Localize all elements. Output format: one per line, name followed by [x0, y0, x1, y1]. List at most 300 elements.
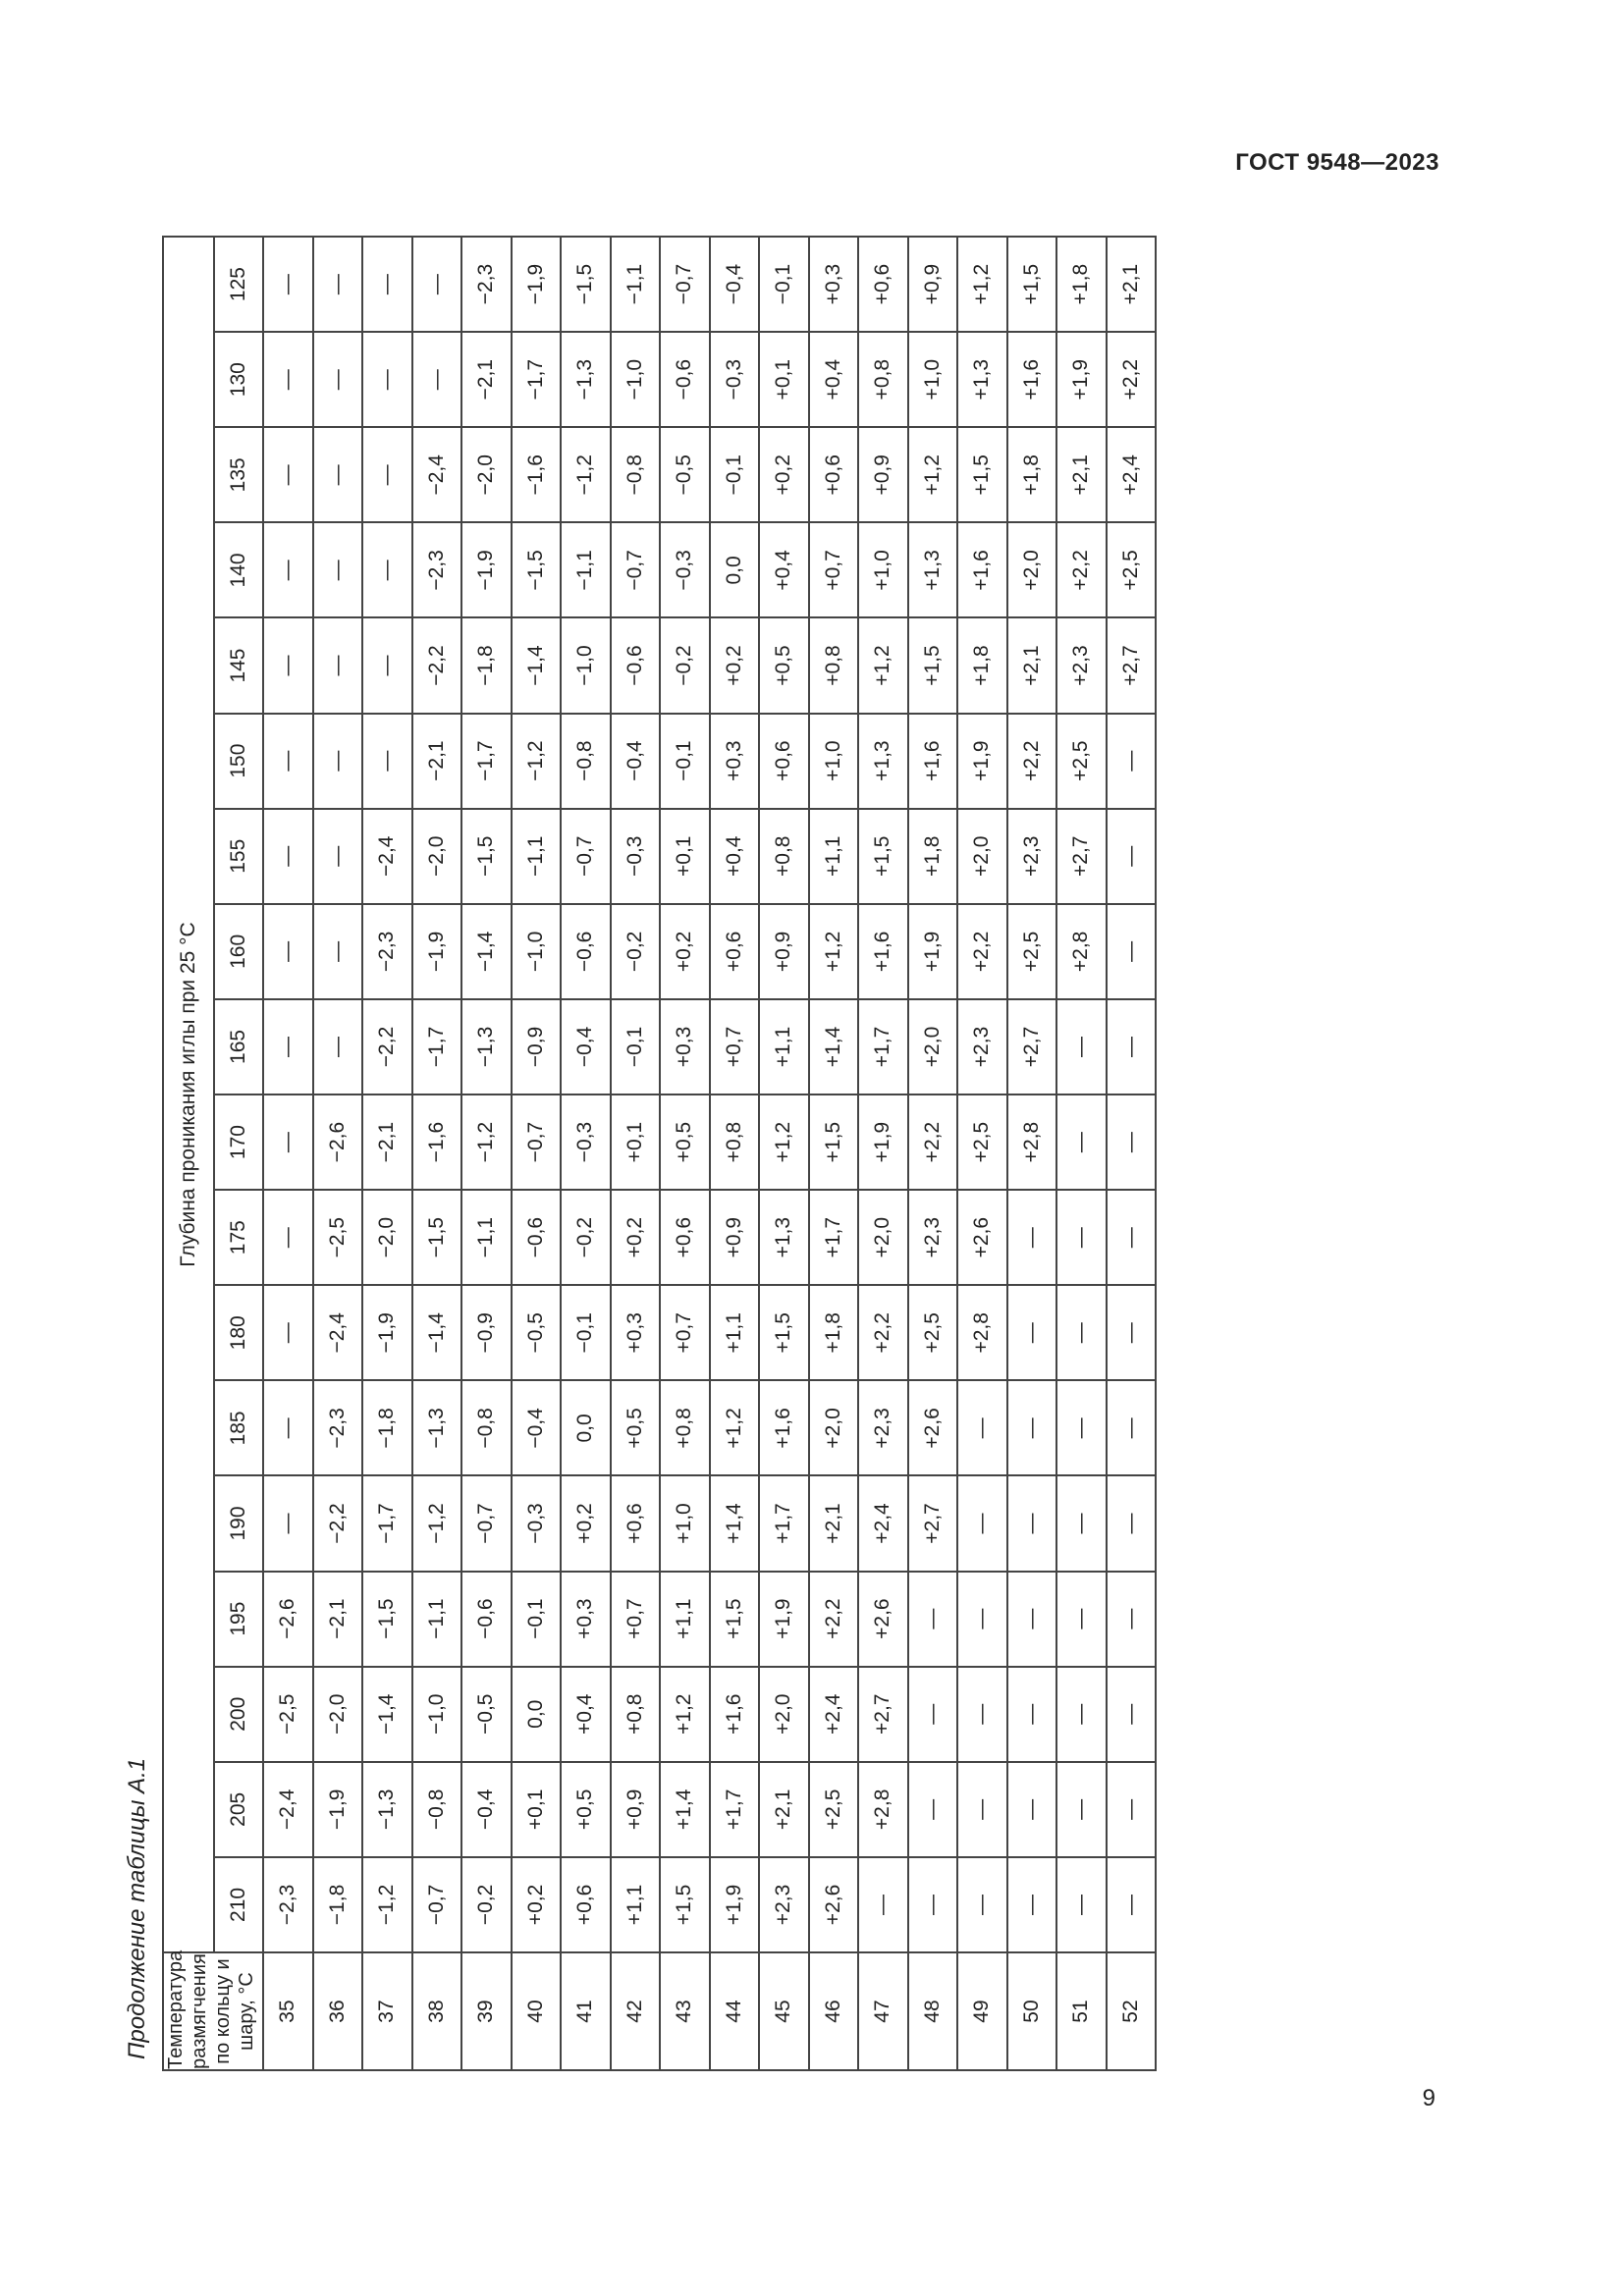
- value-cell: +2,3: [1007, 809, 1057, 904]
- value-cell: +1,1: [809, 809, 859, 904]
- value-cell: +2,0: [809, 1380, 859, 1475]
- value-cell: —: [412, 237, 462, 332]
- value-cell: —: [957, 1572, 1007, 1667]
- value-cell: +0,8: [710, 1095, 760, 1190]
- value-cell: +0,3: [611, 1285, 661, 1380]
- value-cell: —: [1107, 1572, 1157, 1667]
- document-code: ГОСТ 9548—2023: [1235, 149, 1439, 176]
- value-cell: +1,9: [1056, 332, 1107, 427]
- temperature-cell: 52: [1107, 1952, 1157, 2070]
- value-cell: −0,8: [412, 1762, 462, 1857]
- table-row: [908, 237, 958, 2070]
- column-header-cell: 145: [214, 617, 263, 713]
- value-cell: −2,3: [362, 904, 412, 999]
- value-cell: —: [1056, 1857, 1107, 1952]
- value-cell: +1,1: [710, 1285, 760, 1380]
- value-cell: +2,2: [957, 904, 1007, 999]
- value-cell: —: [313, 522, 363, 617]
- value-cell: +0,3: [561, 1572, 611, 1667]
- value-cell: +1,7: [759, 1475, 809, 1571]
- value-cell: +1,2: [809, 904, 859, 999]
- value-cell: +2,4: [809, 1667, 859, 1762]
- value-cell: —: [263, 809, 313, 904]
- value-cell: +1,3: [858, 714, 908, 809]
- temperature-cell: 41: [561, 1952, 611, 2070]
- value-cell: −1,9: [512, 237, 562, 332]
- value-cell: +2,2: [908, 1095, 958, 1190]
- value-cell: +2,5: [957, 1095, 1007, 1190]
- value-cell: −1,5: [461, 809, 512, 904]
- value-cell: +1,9: [858, 1095, 908, 1190]
- value-cell: −0,4: [611, 714, 661, 809]
- table-row: [759, 237, 809, 2070]
- value-cell: +0,6: [710, 904, 760, 999]
- value-cell: —: [1107, 714, 1157, 809]
- value-cell: +2,1: [1056, 427, 1107, 522]
- value-cell: −0,7: [611, 522, 661, 617]
- value-cell: +2,2: [1056, 522, 1107, 617]
- value-cell: +1,2: [957, 237, 1007, 332]
- value-cell: —: [858, 1857, 908, 1952]
- value-cell: +2,1: [759, 1762, 809, 1857]
- column-header-cell: 195: [214, 1572, 263, 1667]
- table-row: [512, 237, 562, 2070]
- value-cell: +2,3: [759, 1857, 809, 1952]
- value-cell: —: [313, 809, 363, 904]
- value-cell: +2,1: [1107, 237, 1157, 332]
- value-cell: —: [263, 427, 313, 522]
- value-cell: −1,2: [412, 1475, 462, 1571]
- value-cell: −2,0: [362, 1190, 412, 1285]
- value-cell: +1,5: [660, 1857, 710, 1952]
- value-cell: +2,7: [908, 1475, 958, 1571]
- value-cell: −0,6: [660, 332, 710, 427]
- value-cell: —: [313, 427, 363, 522]
- value-cell: +1,5: [1007, 237, 1057, 332]
- value-cell: —: [1107, 1762, 1157, 1857]
- value-cell: +1,0: [809, 714, 859, 809]
- value-cell: +2,5: [809, 1762, 859, 1857]
- temperature-cell: 35: [263, 1952, 313, 2070]
- value-cell: −1,1: [512, 809, 562, 904]
- value-cell: +0,8: [809, 617, 859, 713]
- temperature-cell: 51: [1056, 1952, 1107, 2070]
- value-cell: +0,7: [660, 1285, 710, 1380]
- value-cell: −1,9: [412, 904, 462, 999]
- value-cell: +0,3: [710, 714, 760, 809]
- value-cell: +2,8: [1056, 904, 1107, 999]
- value-cell: +2,2: [858, 1285, 908, 1380]
- value-cell: −0,7: [660, 237, 710, 332]
- value-cell: −0,7: [461, 1475, 512, 1571]
- value-cell: +0,1: [611, 1095, 661, 1190]
- value-cell: −0,3: [710, 332, 760, 427]
- value-cell: —: [263, 1380, 313, 1475]
- value-cell: —: [412, 332, 462, 427]
- value-cell: +2,5: [1107, 522, 1157, 617]
- column-header-cell: 185: [214, 1380, 263, 1475]
- value-cell: +1,9: [908, 904, 958, 999]
- column-header-cell: 205: [214, 1762, 263, 1857]
- temperature-cell: 40: [512, 1952, 562, 2070]
- value-cell: —: [908, 1762, 958, 1857]
- value-cell: +1,6: [710, 1667, 760, 1762]
- value-cell: —: [957, 1857, 1007, 1952]
- value-cell: −0,8: [461, 1380, 512, 1475]
- value-cell: +1,6: [858, 904, 908, 999]
- value-cell: +2,2: [809, 1572, 859, 1667]
- table-row: [561, 237, 611, 2070]
- value-cell: −0,1: [512, 1572, 562, 1667]
- value-cell: —: [1107, 904, 1157, 999]
- column-header-cell: 140: [214, 522, 263, 617]
- value-cell: —: [263, 617, 313, 713]
- value-cell: +2,0: [759, 1667, 809, 1762]
- value-cell: +2,2: [1007, 714, 1057, 809]
- value-cell: −0,6: [512, 1190, 562, 1285]
- value-cell: −2,5: [313, 1190, 363, 1285]
- table-row: [1007, 237, 1057, 2070]
- value-cell: −1,2: [512, 714, 562, 809]
- value-cell: −2,3: [412, 522, 462, 617]
- value-cell: —: [313, 714, 363, 809]
- value-cell: −0,8: [561, 714, 611, 809]
- value-cell: +0,3: [660, 999, 710, 1095]
- value-cell: −1,9: [362, 1285, 412, 1380]
- value-cell: −2,5: [263, 1667, 313, 1762]
- value-cell: −0,6: [611, 617, 661, 713]
- value-cell: —: [1007, 1190, 1057, 1285]
- value-cell: +2,0: [1007, 522, 1057, 617]
- value-cell: —: [908, 1857, 958, 1952]
- column-header-cell: 125: [214, 237, 263, 332]
- value-cell: +1,1: [660, 1572, 710, 1667]
- value-cell: −0,1: [710, 427, 760, 522]
- value-cell: +1,6: [908, 714, 958, 809]
- value-cell: −2,0: [461, 427, 512, 522]
- value-cell: +0,2: [660, 904, 710, 999]
- value-cell: +0,1: [660, 809, 710, 904]
- value-cell: −1,6: [512, 427, 562, 522]
- value-cell: +0,5: [660, 1095, 710, 1190]
- value-cell: +1,5: [809, 1095, 859, 1190]
- value-cell: +1,9: [759, 1572, 809, 1667]
- value-cell: +1,5: [858, 809, 908, 904]
- value-cell: −0,4: [710, 237, 760, 332]
- value-cell: −0,5: [461, 1667, 512, 1762]
- value-cell: +2,5: [1007, 904, 1057, 999]
- value-cell: +0,9: [908, 237, 958, 332]
- value-cell: −1,0: [561, 617, 611, 713]
- value-cell: +1,0: [858, 522, 908, 617]
- value-cell: −2,0: [412, 809, 462, 904]
- value-cell: 0,0: [710, 522, 760, 617]
- value-cell: −1,9: [461, 522, 512, 617]
- value-cell: −2,0: [313, 1667, 363, 1762]
- value-cell: —: [1056, 1667, 1107, 1762]
- rotated-table-block: [113, 236, 1142, 2071]
- value-cell: —: [1007, 1380, 1057, 1475]
- value-cell: +2,6: [957, 1190, 1007, 1285]
- temperature-cell: 36: [313, 1952, 363, 2070]
- value-cell: −0,1: [759, 237, 809, 332]
- value-cell: −1,1: [412, 1572, 462, 1667]
- value-cell: −1,3: [561, 332, 611, 427]
- table-row: [412, 237, 462, 2070]
- value-cell: −1,5: [412, 1190, 462, 1285]
- value-cell: −1,3: [362, 1762, 412, 1857]
- value-cell: −1,9: [313, 1762, 363, 1857]
- value-cell: —: [362, 617, 412, 713]
- value-cell: —: [263, 1285, 313, 1380]
- value-cell: −1,5: [512, 522, 562, 617]
- value-cell: —: [1007, 1285, 1057, 1380]
- column-header-cell: 130: [214, 332, 263, 427]
- value-cell: +0,3: [809, 237, 859, 332]
- value-cell: —: [957, 1667, 1007, 1762]
- value-cell: +0,8: [611, 1667, 661, 1762]
- value-cell: +1,8: [1007, 427, 1057, 522]
- value-cell: +2,3: [908, 1190, 958, 1285]
- temperature-cell: 50: [1007, 1952, 1057, 2070]
- value-cell: —: [1056, 999, 1107, 1095]
- value-cell: −0,5: [660, 427, 710, 522]
- value-cell: —: [263, 1190, 313, 1285]
- value-cell: −1,0: [512, 904, 562, 999]
- value-cell: −1,6: [412, 1095, 462, 1190]
- value-cell: −2,2: [412, 617, 462, 713]
- value-cell: −0,4: [461, 1762, 512, 1857]
- value-cell: —: [362, 237, 412, 332]
- value-cell: —: [263, 1475, 313, 1571]
- value-cell: +2,6: [908, 1380, 958, 1475]
- value-cell: −2,1: [313, 1572, 363, 1667]
- value-cell: −1,4: [512, 617, 562, 713]
- value-cell: +0,1: [759, 332, 809, 427]
- value-cell: −0,7: [412, 1857, 462, 1952]
- value-cell: +1,6: [957, 522, 1007, 617]
- value-cell: +2,7: [1056, 809, 1107, 904]
- value-cell: —: [313, 617, 363, 713]
- table-row: [1107, 237, 1157, 2070]
- value-cell: +1,8: [809, 1285, 859, 1380]
- value-cell: +0,9: [710, 1190, 760, 1285]
- temperature-cell: 39: [461, 1952, 512, 2070]
- value-cell: +1,4: [660, 1762, 710, 1857]
- value-cell: −0,3: [561, 1095, 611, 1190]
- value-cell: +0,7: [809, 522, 859, 617]
- temperature-cell: 44: [710, 1952, 760, 2070]
- table-group-header-row: [163, 237, 214, 2070]
- value-cell: —: [362, 714, 412, 809]
- value-cell: +1,8: [1056, 237, 1107, 332]
- value-cell: +1,2: [759, 1095, 809, 1190]
- value-cell: +2,5: [1056, 714, 1107, 809]
- value-cell: −2,1: [412, 714, 462, 809]
- value-cell: −2,6: [313, 1095, 363, 1190]
- value-cell: −0,1: [660, 714, 710, 809]
- column-header-row: [214, 237, 263, 2070]
- value-cell: —: [908, 1667, 958, 1762]
- column-header-cell: 160: [214, 904, 263, 999]
- value-cell: −1,0: [412, 1667, 462, 1762]
- table-row: [809, 237, 859, 2070]
- column-header-cell: 175: [214, 1190, 263, 1285]
- temperature-cell: 46: [809, 1952, 859, 2070]
- value-cell: −0,7: [561, 809, 611, 904]
- value-cell: −1,2: [362, 1857, 412, 1952]
- value-cell: —: [1107, 1475, 1157, 1571]
- value-cell: −1,7: [412, 999, 462, 1095]
- value-cell: −2,3: [263, 1857, 313, 1952]
- value-cell: +0,2: [561, 1475, 611, 1571]
- value-cell: −2,4: [362, 809, 412, 904]
- value-cell: −1,8: [313, 1857, 363, 1952]
- value-cell: —: [1107, 1190, 1157, 1285]
- value-cell: —: [957, 1475, 1007, 1571]
- value-cell: —: [263, 904, 313, 999]
- value-cell: +0,5: [759, 617, 809, 713]
- value-cell: +1,3: [759, 1190, 809, 1285]
- value-cell: +1,8: [957, 617, 1007, 713]
- column-header-cell: 180: [214, 1285, 263, 1380]
- value-cell: +0,6: [611, 1475, 661, 1571]
- value-cell: −1,2: [461, 1095, 512, 1190]
- table-row: [611, 237, 661, 2070]
- value-cell: +0,2: [512, 1857, 562, 1952]
- value-cell: +0,9: [858, 427, 908, 522]
- value-cell: —: [1007, 1762, 1057, 1857]
- value-cell: —: [1056, 1380, 1107, 1475]
- value-cell: +1,5: [957, 427, 1007, 522]
- value-cell: +1,4: [809, 999, 859, 1095]
- table-row: [313, 237, 363, 2070]
- value-cell: −1,8: [461, 617, 512, 713]
- value-cell: 0,0: [561, 1380, 611, 1475]
- value-cell: −0,2: [461, 1857, 512, 1952]
- value-cell: −1,4: [362, 1667, 412, 1762]
- value-cell: −0,3: [611, 809, 661, 904]
- value-cell: −2,3: [461, 237, 512, 332]
- value-cell: +2,6: [858, 1572, 908, 1667]
- value-cell: —: [313, 237, 363, 332]
- value-cell: —: [1056, 1095, 1107, 1190]
- value-cell: +0,8: [660, 1380, 710, 1475]
- value-cell: +0,5: [611, 1380, 661, 1475]
- value-cell: −0,6: [561, 904, 611, 999]
- value-cell: +0,6: [759, 714, 809, 809]
- value-cell: +0,2: [611, 1190, 661, 1285]
- table-row: [858, 237, 908, 2070]
- value-cell: −2,4: [412, 427, 462, 522]
- value-cell: —: [362, 332, 412, 427]
- value-cell: −0,7: [512, 1095, 562, 1190]
- value-cell: +0,4: [809, 332, 859, 427]
- table-body: [263, 237, 1156, 2070]
- value-cell: +0,2: [710, 617, 760, 713]
- column-header-cell: 190: [214, 1475, 263, 1571]
- value-cell: −1,4: [461, 904, 512, 999]
- temperature-cell: 47: [858, 1952, 908, 2070]
- value-cell: +2,3: [858, 1380, 908, 1475]
- value-cell: +1,7: [858, 999, 908, 1095]
- value-cell: −1,7: [362, 1475, 412, 1571]
- value-cell: −2,4: [263, 1762, 313, 1857]
- value-cell: +0,4: [710, 809, 760, 904]
- value-cell: +1,2: [908, 427, 958, 522]
- value-cell: +0,2: [759, 427, 809, 522]
- value-cell: −0,5: [512, 1285, 562, 1380]
- temperature-cell: 48: [908, 1952, 958, 2070]
- value-cell: +0,4: [561, 1667, 611, 1762]
- value-cell: +1,3: [957, 332, 1007, 427]
- value-cell: —: [313, 999, 363, 1095]
- value-cell: +2,0: [858, 1190, 908, 1285]
- value-cell: −0,2: [660, 617, 710, 713]
- value-cell: —: [1056, 1475, 1107, 1571]
- value-cell: −0,9: [461, 1285, 512, 1380]
- value-cell: —: [362, 522, 412, 617]
- value-cell: —: [263, 714, 313, 809]
- value-cell: —: [263, 332, 313, 427]
- value-cell: +2,7: [1007, 999, 1057, 1095]
- value-cell: —: [313, 332, 363, 427]
- value-cell: +2,0: [908, 999, 958, 1095]
- value-cell: +0,7: [611, 1572, 661, 1667]
- value-cell: +0,1: [512, 1762, 562, 1857]
- value-cell: —: [957, 1762, 1007, 1857]
- value-cell: −0,4: [512, 1380, 562, 1475]
- value-cell: —: [263, 999, 313, 1095]
- value-cell: +0,7: [710, 999, 760, 1095]
- value-cell: —: [908, 1572, 958, 1667]
- value-cell: −1,7: [461, 714, 512, 809]
- value-cell: +1,1: [611, 1857, 661, 1952]
- value-cell: +1,7: [710, 1762, 760, 1857]
- column-header-cell: 135: [214, 427, 263, 522]
- value-cell: +2,8: [1007, 1095, 1057, 1190]
- value-cell: —: [1007, 1475, 1057, 1571]
- value-cell: +0,8: [858, 332, 908, 427]
- value-cell: −0,9: [512, 999, 562, 1095]
- value-cell: +1,4: [710, 1475, 760, 1571]
- value-cell: +0,6: [809, 427, 859, 522]
- value-cell: −0,2: [611, 904, 661, 999]
- value-cell: +2,2: [1107, 332, 1157, 427]
- value-cell: —: [313, 904, 363, 999]
- value-cell: −1,4: [412, 1285, 462, 1380]
- value-cell: −1,2: [561, 427, 611, 522]
- value-cell: +2,6: [809, 1857, 859, 1952]
- table-caption: Продолжение таблицы А.1: [124, 1757, 150, 2059]
- value-cell: −1,1: [611, 237, 661, 332]
- value-cell: −1,0: [611, 332, 661, 427]
- value-cell: +1,7: [809, 1190, 859, 1285]
- value-cell: —: [1007, 1857, 1057, 1952]
- value-cell: +2,1: [809, 1475, 859, 1571]
- value-cell: —: [1107, 1095, 1157, 1190]
- temperature-cell: 37: [362, 1952, 412, 2070]
- value-cell: −1,5: [561, 237, 611, 332]
- value-cell: —: [1007, 1667, 1057, 1762]
- temperature-cell: 42: [611, 1952, 661, 2070]
- value-cell: +2,4: [1107, 427, 1157, 522]
- value-cell: −2,1: [362, 1095, 412, 1190]
- value-cell: +0,8: [759, 809, 809, 904]
- value-cell: −0,1: [561, 1285, 611, 1380]
- value-cell: −1,8: [362, 1380, 412, 1475]
- value-cell: −1,7: [512, 332, 562, 427]
